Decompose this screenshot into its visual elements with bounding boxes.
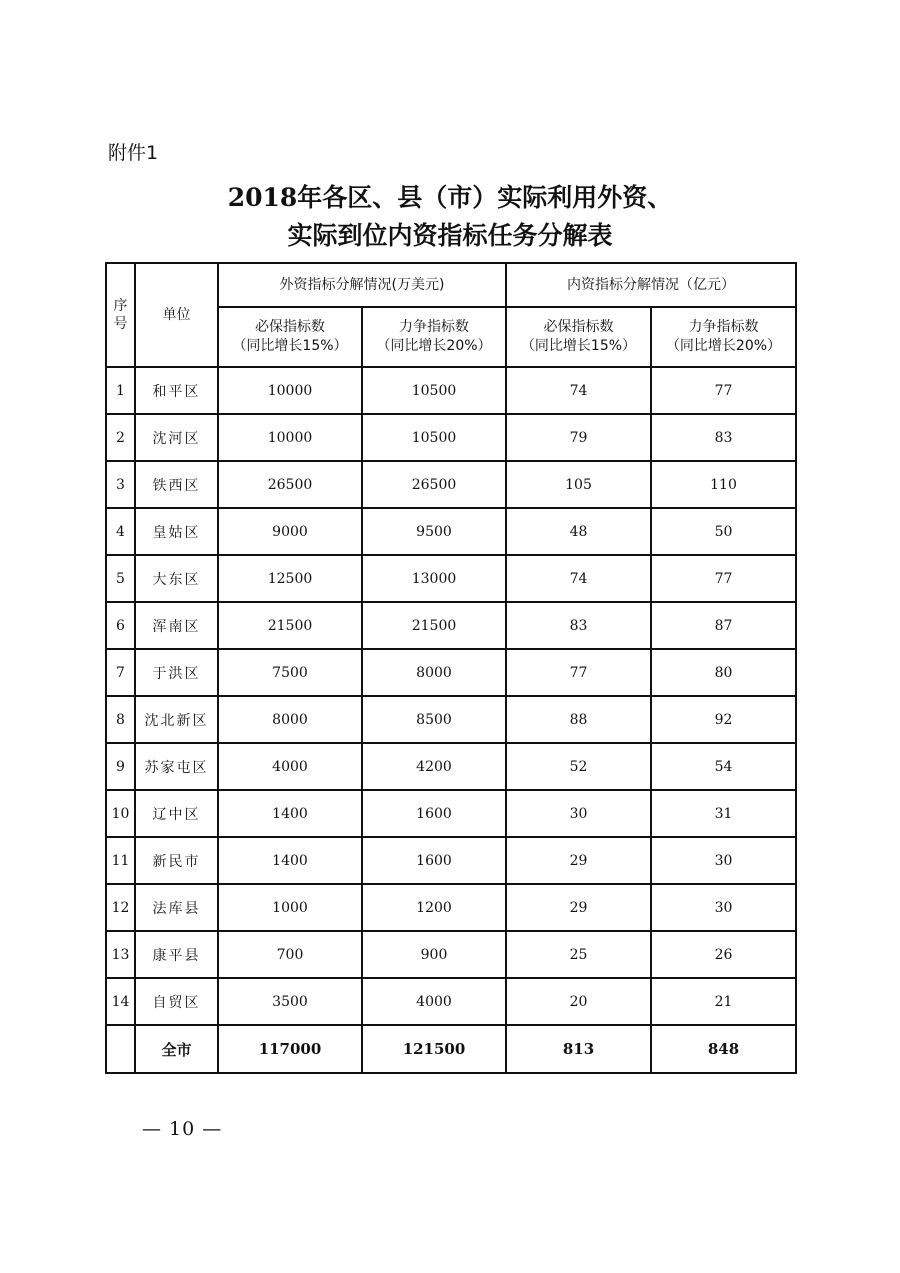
row-domestic-guarantee: 74 (506, 367, 651, 414)
row-seq: 14 (106, 978, 135, 1025)
row-seq: 3 (106, 461, 135, 508)
header-row-group (106, 263, 796, 307)
row-domestic-guarantee: 105 (506, 461, 651, 508)
row-domestic-guarantee: 77 (506, 649, 651, 696)
row-foreign-guarantee: 10000 (218, 414, 362, 461)
table-row (106, 461, 796, 508)
row-foreign-strive: 8000 (362, 649, 506, 696)
header-foreign-strive: 力争指标数 （同比增长20%） (362, 307, 506, 367)
row-unit: 辽中区 (135, 790, 218, 837)
row-foreign-guarantee: 3500 (218, 978, 362, 1025)
row-domestic-guarantee: 30 (506, 790, 651, 837)
table-row (106, 414, 796, 461)
row-foreign-guarantee: 700 (218, 931, 362, 978)
row-foreign-strive: 1600 (362, 837, 506, 884)
table-row (106, 696, 796, 743)
row-foreign-strive: 4200 (362, 743, 506, 790)
row-seq: 2 (106, 414, 135, 461)
header-seq: 序号 (106, 263, 135, 367)
row-domestic-strive: 77 (651, 367, 796, 414)
header-domestic-strive: 力争指标数 （同比增长20%） (651, 307, 796, 367)
row-domestic-strive: 31 (651, 790, 796, 837)
row-foreign-strive: 1200 (362, 884, 506, 931)
row-domestic-strive: 83 (651, 414, 796, 461)
row-domestic-strive: 80 (651, 649, 796, 696)
table-row (106, 508, 796, 555)
row-foreign-strive: 26500 (362, 461, 506, 508)
page-number: — 10 — (142, 1118, 223, 1140)
table-row (106, 602, 796, 649)
row-unit: 康平县 (135, 931, 218, 978)
row-domestic-guarantee: 83 (506, 602, 651, 649)
row-foreign-strive: 1600 (362, 790, 506, 837)
row-seq: 6 (106, 602, 135, 649)
row-seq: 5 (106, 555, 135, 602)
table-row (106, 367, 796, 414)
row-domestic-strive: 92 (651, 696, 796, 743)
row-seq: 1 (106, 367, 135, 414)
row-seq: 11 (106, 837, 135, 884)
row-unit: 铁西区 (135, 461, 218, 508)
table-row (106, 978, 796, 1025)
row-domestic-strive: 110 (651, 461, 796, 508)
row-foreign-guarantee: 10000 (218, 367, 362, 414)
total-foreign-strive: 121500 (362, 1025, 506, 1073)
total-domestic-guarantee: 813 (506, 1025, 651, 1073)
row-domestic-guarantee: 20 (506, 978, 651, 1025)
row-domestic-guarantee: 25 (506, 931, 651, 978)
row-domestic-strive: 26 (651, 931, 796, 978)
row-foreign-guarantee: 12500 (218, 555, 362, 602)
row-foreign-guarantee: 1400 (218, 790, 362, 837)
total-seq (106, 1025, 135, 1073)
row-domestic-strive: 21 (651, 978, 796, 1025)
row-domestic-strive: 30 (651, 884, 796, 931)
attachment-label: 附件1 (108, 142, 159, 164)
row-domestic-guarantee: 74 (506, 555, 651, 602)
table-row (106, 649, 796, 696)
row-foreign-guarantee: 8000 (218, 696, 362, 743)
row-foreign-guarantee: 21500 (218, 602, 362, 649)
row-domestic-guarantee: 79 (506, 414, 651, 461)
row-foreign-strive: 4000 (362, 978, 506, 1025)
indicator-table (105, 262, 797, 1074)
row-domestic-strive: 50 (651, 508, 796, 555)
row-foreign-guarantee: 1000 (218, 884, 362, 931)
row-domestic-strive: 87 (651, 602, 796, 649)
row-domestic-strive: 30 (651, 837, 796, 884)
row-domestic-guarantee: 88 (506, 696, 651, 743)
total-label: 全市 (135, 1025, 218, 1073)
row-domestic-guarantee: 29 (506, 884, 651, 931)
table-row (106, 884, 796, 931)
row-unit: 浑南区 (135, 602, 218, 649)
row-domestic-guarantee: 48 (506, 508, 651, 555)
header-domestic-guarantee: 必保指标数 （同比增长15%） (506, 307, 651, 367)
row-foreign-guarantee: 7500 (218, 649, 362, 696)
row-unit: 沈北新区 (135, 696, 218, 743)
row-seq: 10 (106, 790, 135, 837)
row-foreign-guarantee: 9000 (218, 508, 362, 555)
row-domestic-strive: 77 (651, 555, 796, 602)
header-unit: 单位 (135, 263, 218, 367)
header-domestic-group: 内资指标分解情况（亿元） (506, 263, 796, 307)
row-foreign-strive: 10500 (362, 414, 506, 461)
row-unit: 苏家屯区 (135, 743, 218, 790)
row-foreign-guarantee: 26500 (218, 461, 362, 508)
row-unit: 法库县 (135, 884, 218, 931)
row-seq: 4 (106, 508, 135, 555)
row-unit: 于洪区 (135, 649, 218, 696)
row-foreign-strive: 900 (362, 931, 506, 978)
total-domestic-strive: 848 (651, 1025, 796, 1073)
row-foreign-guarantee: 4000 (218, 743, 362, 790)
row-foreign-strive: 9500 (362, 508, 506, 555)
header-foreign-guarantee: 必保指标数 （同比增长15%） (218, 307, 362, 367)
row-foreign-strive: 8500 (362, 696, 506, 743)
row-domestic-guarantee: 52 (506, 743, 651, 790)
row-unit: 自贸区 (135, 978, 218, 1025)
document-title-line2: 实际到位内资指标任务分解表 (287, 221, 613, 250)
row-unit: 大东区 (135, 555, 218, 602)
row-seq: 7 (106, 649, 135, 696)
row-foreign-guarantee: 1400 (218, 837, 362, 884)
row-foreign-strive: 13000 (362, 555, 506, 602)
row-seq: 8 (106, 696, 135, 743)
row-foreign-strive: 21500 (362, 602, 506, 649)
table-row (106, 555, 796, 602)
header-foreign-group: 外资指标分解情况(万美元) (218, 263, 506, 307)
row-unit: 皇姑区 (135, 508, 218, 555)
row-seq: 12 (106, 884, 135, 931)
document-title-line1: 2018年各区、县（市）实际利用外资、 (227, 183, 673, 212)
row-domestic-strive: 54 (651, 743, 796, 790)
table-row (106, 931, 796, 978)
total-row (106, 1025, 796, 1073)
row-seq: 13 (106, 931, 135, 978)
row-seq: 9 (106, 743, 135, 790)
row-unit: 沈河区 (135, 414, 218, 461)
table-row (106, 837, 796, 884)
row-unit: 和平区 (135, 367, 218, 414)
row-domestic-guarantee: 29 (506, 837, 651, 884)
row-foreign-strive: 10500 (362, 367, 506, 414)
total-foreign-guarantee: 117000 (218, 1025, 362, 1073)
table-row (106, 790, 796, 837)
table-row (106, 743, 796, 790)
row-unit: 新民市 (135, 837, 218, 884)
